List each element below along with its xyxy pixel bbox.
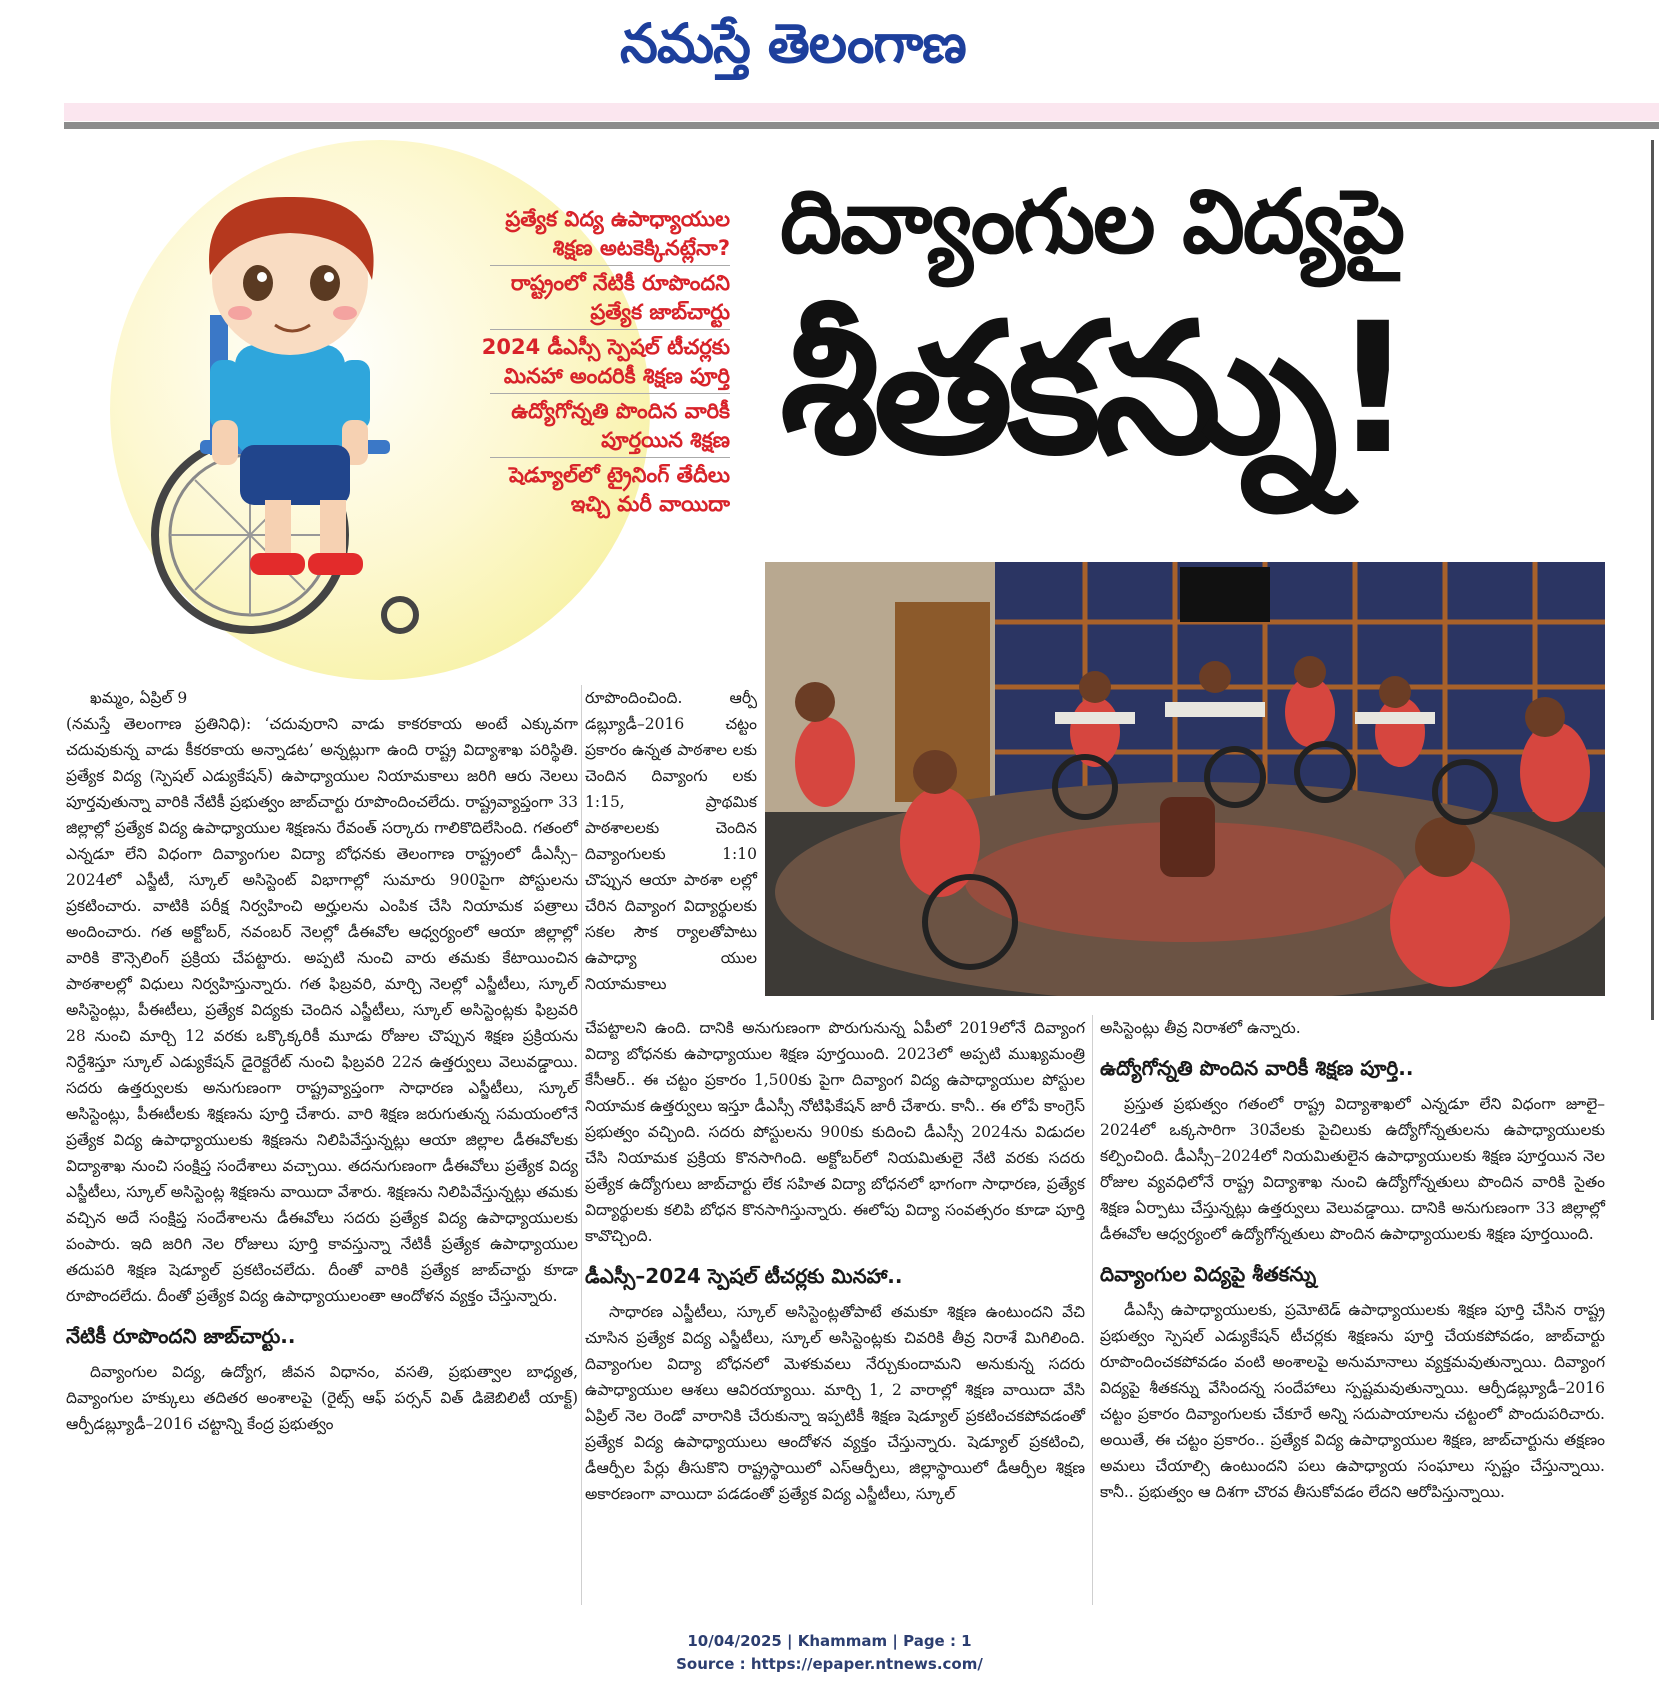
page-footer bbox=[0, 1630, 1659, 1676]
subheading: ఉద్యోగోన్నతి పొందిన వారికీ శిక్షణ పూర్తి.. bbox=[1100, 1056, 1414, 1080]
article-paragraph: దివ్యాంగుల విద్య, ఉద్యోగ, జీవన విధానం, వసతి, ప్రభుత్వాల బాధ్యత, దివ్యాంగుల హక్కులు తదితర అంశాలపై (రైట్స్ ఆఫ్ పర్సన్ విత్ డిజెబిలిటీ యాక్ట్) ఆర్పీడబ్ల్యూడీ–2016 చట్టాన్ని కేంద్ర ప్రభుత్వం bbox=[66, 1363, 578, 1433]
newspaper-logo: నమస్తే తెలంగాణ bbox=[620, 12, 966, 75]
subheading: దివ్యాంగుల విద్యపై శీతకన్ను bbox=[1100, 1262, 1317, 1286]
teaser-divider bbox=[490, 265, 730, 266]
subheading: డీఎస్సీ–2024 స్పెషల్ టీచర్లకు మినహా.. bbox=[585, 1264, 903, 1288]
page-edge-rule bbox=[1651, 140, 1654, 1020]
footer-source: Source : https://epaper.ntnews.com/ bbox=[676, 1655, 983, 1673]
article-paragraph: చేపట్టాలని ఉంది. దానికి అనుగుణంగా పొరుగునున్న ఏపీలో 2019లోనే దివ్యాంగ విద్యా బోధనకు ఉపాధ్యాయుల శిక్షణ పూర్తయింది. 2023లో అప్పటి ముఖ్యమంత్రి కేసీఆర్.. ఈ చట్టం ప్రకారం 1,500కు పైగా దివ్యాంగ విద్య ఉపాధ్యాయుల పోస్టుల నియామక ఉత్తర్వులు ఇస్తూ డీఎస్సీ నోటిఫికేషన్ జారీ చేశారు. కానీ.. ఈ లోపే కాంగ్రెస్ ప్రభుత్వం వచ్చింది. సదరు పోస్టులను 900కు కుదించి డీఎస్సీ 2024ను విడుదల చేసి నియామక ప్రక్రియ కొనసాగింది. అక్టోబర్‌లో నియమితులై నేటి వరకు సదరు ప్రత్యేక ఉద్యోగులు జాబ్‌చార్టు లేక సహిత విద్యా బోధనలో భాగంగా సాధారణ, ప్రత్యేక విద్యార్థులకు కలిపి బోధన కొనసాగిస్తున్నారు. ఈలోపు విద్యా సంవత్సరం కూడా పూర్తి కావొచ్చింది. bbox=[585, 1019, 1085, 1245]
article-paragraph: డీఎస్సీ ఉపాధ్యాయులకు, ప్రమోటెడ్ ఉపాధ్యాయులకు శిక్షణ పూర్తి చేసిన రాష్ట్ర ప్రభుత్వం స్పెషల్ ఎడ్యుకేషన్ టీచర్లకు శిక్షణను పూర్తి చేయకపోవడం, జాబ్‌చార్టు రూపొందించకపోవడం వంటి అంశాలపై అనుమానాలు వ్యక్తమవుతున్నాయి. దివ్యాంగ విద్యపై శీతకన్ను వేసిందన్న సందేహాలు స్పష్టమవుతున్నాయి. ఆర్పీడబ్ల్యూడీ–2016 చట్టం ప్రకారం దివ్యాంగులకు చేకూరే అన్ని సదుపాయాలను చట్టంలో పొందుపరిచారు. అయితే, ఈ చట్టం ప్రకారం.. ప్రత్యేక విద్య ఉపాధ్యాయుల శిక్షణ, జాబ్‌చార్టును తక్షణం అమలు చేయాల్సి ఉంటుందని పలు ఉపాధ్యాయ సంఘాలు స్పష్టం చేస్తున్నాయి. కానీ.. ప్రభుత్వం ఆ దిశగా చొరవ తీసుకోవడం లేదని ఆరోపిస్తున్నాయి. bbox=[1100, 1301, 1605, 1501]
article-paragraph: (నమస్తే తెలంగాణ ప్రతినిధి): ‘చదువురాని వాడు కాకరకాయ అంటే ఎక్కువగా చదువుకున్న వాడు కీకరకాయ అన్నాడట’ అన్నట్లుగా ఉంది రాష్ట్ర విద్యాశాఖ పరిస్థితి. ప్రత్యేక విద్య (స్పెషల్ ఎడ్యుకేషన్) ఉపాధ్యాయుల నియామకాలు జరిగి ఆరు నెలలు పూర్తవుతున్నా వారికి నేటికీ ప్రభుత్వం జాబ్‌చార్టు రూపొందించలేదు. రాష్ట్రవ్యాప్తంగా 33 జిల్లాల్లో ప్రత్యేక విద్య ఉపాధ్యాయుల శిక్షణను రేవంత్ సర్కారు గాలికొదిలేసింది. గతంలో ఎన్నడూ లేని విధంగా దివ్యాంగుల విద్యా బోధనకు తెలంగాణ రాష్ట్రంలో డీఎస్సీ–2024లో ఎస్జీటీ, స్కూల్ అసిస్టెంట్ విభాగాల్లో సుమారు 900పైగా పోస్టులను ప్రకటించారు. వాటికి పరీక్ష నిర్వహించి అర్హులను ఎంపిక చేసి నియామక పత్రాలు అందించారు. గత అక్టోబర్, నవంబర్ నెలల్లో డీఈవోల ఆధ్వర్యంలో ఆయా జిల్లాల్లో వారికి కౌన్సెలింగ్ ప్రక్రియ చేపట్టారు. అప్పటి నుంచి వారు తమకు కేటాయించిన పాఠశాలల్లో విధులు నిర్వహిస్తున్నారు. గత ఫిబ్రవరి, మార్చి నెలల్లో ఎస్జీటీలు, స్కూల్ అసిస్టెంట్లు, పీఈటీలు, ప్రత్యేక విద్యకు చెందిన ఎస్జీటీలు, స్కూల్ అసిస్టెంట్లకు ఫిబ్రవరి 28 నుంచి మార్చి 12 వరకు ఒక్కొక్కరికీ మూడు రోజుల చొప్పున శిక్షణ ప్రక్రియను నిర్దేశిస్తూ స్కూల్ ఎడ్యుకేషన్ డైరెక్టరేట్ నుంచి ఫిబ్రవరి 22న ఉత్తర్వులు వెలువడ్డాయి. సదరు ఉత్తర్వులకు అనుగుణంగా రాష్ట్రవ్యాప్తంగా సాధారణ ఎస్జీటీలు, స్కూల్ అసిస్టెంట్లు, పీఈటీలకు శిక్షణను పూర్తి చేశారు. వారి శిక్షణ జరుగుతున్న సమయంలోనే ప్రత్యేక విద్య ఉపాధ్యాయులకు శిక్షణను నిలిపివేస్తున్నట్లు ఆయా జిల్లాల డీఈవోలకు విద్యాశాఖ నుంచి సంక్షిప్త సందేశాలు వచ్చాయి. తదనుగుణంగా డీఈవోలు ప్రత్యేక విద్య ఎస్జీటీలు, స్కూల్ అసిస్టెంట్ల శిక్షణను వాయిదా వేశారు. శిక్షణను నిలిపివేస్తున్నట్లు తమకు వచ్చిన అదే సంక్షిప్త సందేశాలను డీఈవోలు సదరు ప్రత్యేక విద్య ఉపాధ్యాయులకు పంపారు. ఇది జరిగి నెల రోజులు పూర్తి కావస్తున్నా నేటికీ ప్రత్యేక ఉపాధ్యాయుల తదుపరి శిక్షణ షెడ్యూల్ ప్రకటించలేదు. దీంతో వారికి ప్రత్యేక జాబ్‌చార్టు కూడా రూపొందలేదు. దీంతో ప్రత్యేక విద్య ఉపాధ్యాయులంతా ఆందోళన వ్యక్తం చేస్తున్నారు. bbox=[66, 715, 578, 1305]
headline-line-1: దివ్యాంగుల విద్యపై bbox=[780, 170, 1404, 273]
teaser-divider bbox=[490, 457, 730, 458]
article-column-1 bbox=[66, 685, 578, 1437]
article-paragraph: ప్రస్తుత ప్రభుత్వం గతంలో రాష్ట్ర విద్యాశాఖలో ఎన్నడూ లేని విధంగా జూలై–2024లో ఒక్కసారిగా 30వేలకు పైచిలుకు ఉద్యోగోన్నతులను ఉపాధ్యాయులకు కల్పించింది. డీఎస్సీ–2024లో నియమితులైన ఉపాధ్యాయులకు శిక్షణ పూర్తయిన నెల రోజుల వ్యవధిలోనే రాష్ట్ర విద్యాశాఖ నుంచి ఉద్యోగోన్నతులు పొందిన వారికి సైతం శిక్షణ ఏర్పాటు చేస్తున్నట్లు ఉత్తర్వులు వెలువడ్డాయి. దానికి అనుగుణంగా 33 జిల్లాల్లో డీఈవోల ఆధ్వర్యంలో ఉద్యోగోన్నతులు పొందిన ఉపాధ్యాయులకు శిక్షణ పూర్తయింది. bbox=[1100, 1095, 1605, 1243]
teaser-line: పూర్తయిన శిక్షణ bbox=[601, 428, 730, 452]
article-paragraph: అసిస్టెంట్లు తీవ్ర నిరాశలో ఉన్నారు. bbox=[1100, 1019, 1301, 1037]
teaser-line: 2024 డీఎస్సీ స్పెషల్ టీచర్లకు bbox=[481, 335, 730, 359]
headline-line-2: శీతకన్ను! bbox=[780, 285, 1409, 494]
teaser-line: రాష్ట్రంలో నేటికీ రూపొందని bbox=[510, 271, 730, 295]
header-band bbox=[64, 103, 1659, 121]
header-rule bbox=[64, 122, 1659, 129]
teaser-line: ఇచ్చి మరీ వాయిదా bbox=[570, 492, 730, 516]
child-wheelchair-illustration bbox=[140, 175, 460, 645]
classroom-photo bbox=[765, 562, 1605, 996]
teaser-divider bbox=[490, 329, 730, 330]
column-rule bbox=[1092, 1015, 1093, 1605]
teaser-line: షెడ్యూల్‌లో ట్రైనింగ్ తేదీలు bbox=[508, 463, 730, 487]
teaser-line: మినహా అందరికీ శిక్షణ పూర్తి bbox=[503, 364, 730, 388]
article-paragraph: రూపొందించింది. ఆర్పీ డబ్ల్యూడీ–2016 చట్టం ప్రకారం ఉన్నత పాఠశాల లకు చెందిన దివ్యాంగు లకు 1:15, ప్రాథమిక పాఠశాలలకు చెందిన దివ్యాంగులకు 1:10 చొప్పున ఆయా పాఠశా లల్లో చేరిన దివ్యాంగ విద్యార్థులకు సకల సౌక ర్యాలతోపాటు ఉపాధ్యా యుల నియామకాలు bbox=[585, 689, 757, 993]
subheading: నేటికీ రూపొందని జాబ్‌చార్టు.. bbox=[66, 1324, 296, 1348]
teaser-line: శిక్షణ అటకెక్కినట్లేనా? bbox=[552, 236, 730, 260]
article-column-2 bbox=[585, 1015, 1085, 1507]
article-column-3 bbox=[1100, 1015, 1605, 1505]
teaser-line: ప్రత్యేక జాబ్‌చార్టు bbox=[590, 300, 730, 324]
footer-edition: 10/04/2025 | Khammam | Page : 1 bbox=[687, 1632, 972, 1650]
teaser-line: ఉద్యోగోన్నతి పొందిన వారికీ bbox=[511, 399, 730, 423]
teaser-line: ప్రత్యేక విద్య ఉపాధ్యాయుల bbox=[505, 207, 730, 231]
article-paragraph: సాధారణ ఎస్జీటీలు, స్కూల్ అసిస్టెంట్లతోపాటే తమకూ శిక్షణ ఉంటుందని వేచి చూసిన ప్రత్యేక విద్య ఎస్జీటీలు, స్కూల్ అసిస్టెంట్లకు చివరికి తీవ్ర నిరాశే మిగిలింది. దివ్యాంగుల విద్యా బోధనలో మెళకువలు నేర్చుకుందామని అనుకున్న సదరు ఉపాధ్యాయుల ఆశలు ఆవిరయ్యాయి. మార్చి 1, 2 వారాల్లో శిక్షణ వాయిదా వేసి ఏప్రిల్ నెల రెండో వారానికి చేరుకున్నా ఇప్పటికీ శిక్షణ షెడ్యూల్ ప్రకటించకపోవడంతో ప్రత్యేక విద్య ఉపాధ్యాయులు ఆందోళన వ్యక్తం చేస్తున్నారు. షెడ్యూల్ ప్రకటించి, డీఆర్పీల పేర్లు తీసుకొని రాష్ట్రస్థాయిలో ఎస్ఆర్పీలు, జిల్లాస్థాయిలో డీఆర్పీల శిక్షణ అకారణంగా వాయిదా పడడంతో ప్రత్యేక విద్య ఎస్జీటీలు, స్కూల్ bbox=[585, 1303, 1085, 1503]
masthead bbox=[0, 0, 1659, 110]
teaser-divider bbox=[490, 393, 730, 394]
column-rule bbox=[581, 685, 582, 1605]
article-column-2-top bbox=[585, 685, 757, 997]
teaser-bullets bbox=[430, 205, 730, 519]
dateline: ఖమ్మం, ఏప్రిల్ 9 bbox=[90, 689, 188, 707]
